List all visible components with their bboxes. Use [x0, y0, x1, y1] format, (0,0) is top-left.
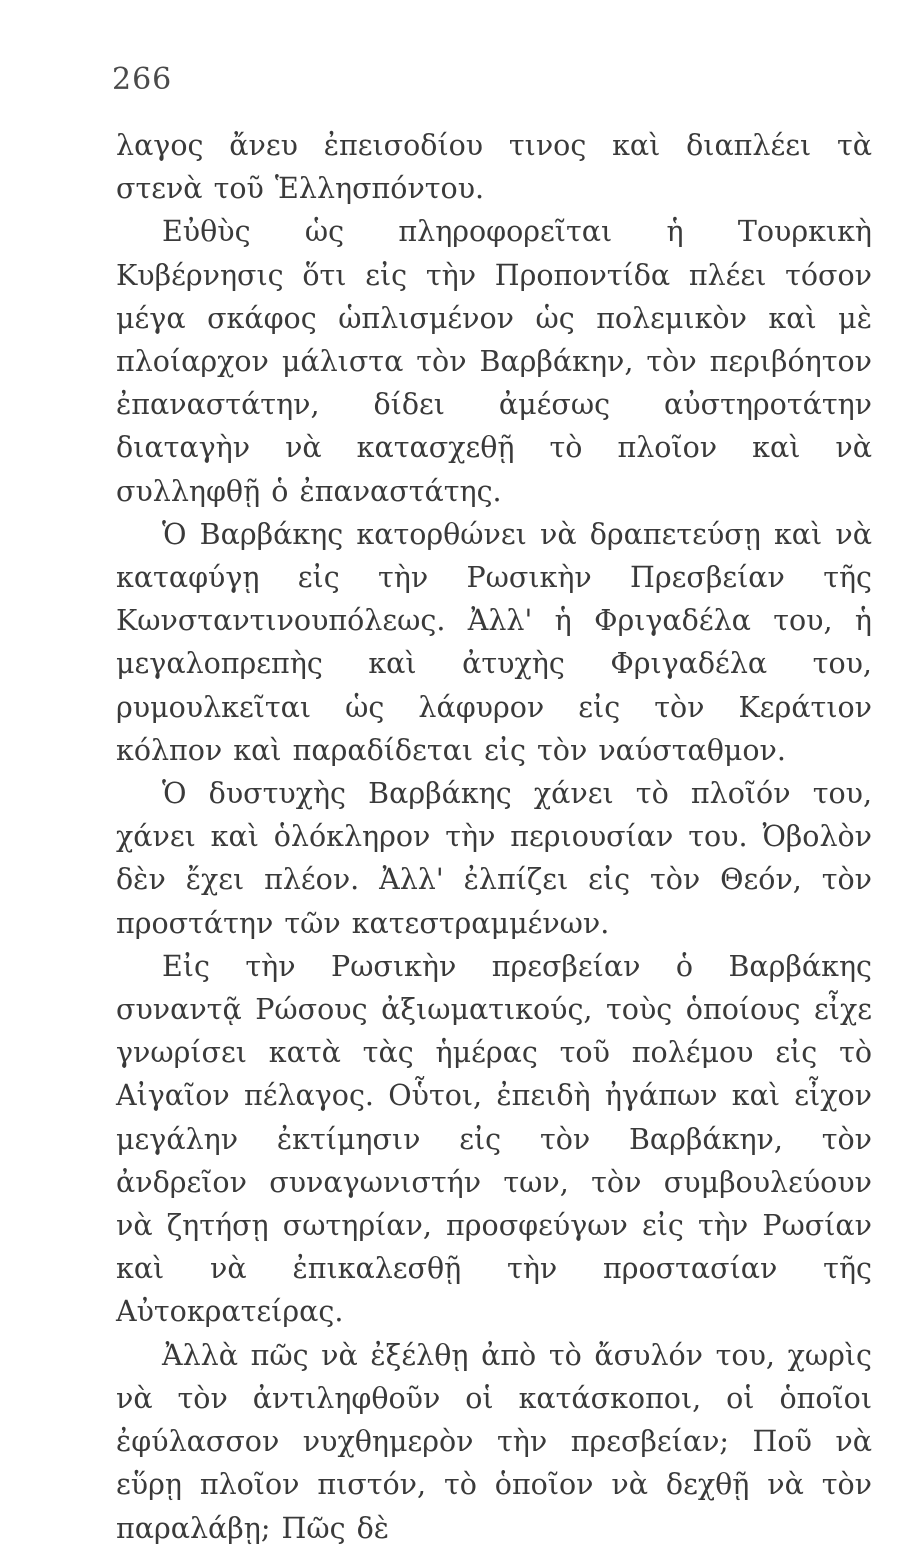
paragraph: Εὐθὺς ὡς πληροφορεῖται ἡ Τουρκικὴ Κυβέρνησις ὅτι εἰς τὴν Προποντίδα πλέει τόσον μέγα σκάφος ὡπλισμένον ὡς πολεμικὸν καὶ μὲ πλοίαρχον μάλιστα τὸν Βαρβάκην, τὸν περιβόητον ἐπαναστάτην, δίδει ἀμέσως αὐστηροτάτην διαταγὴν νὰ κατασχεθῇ τὸ πλοῖον καὶ νὰ συλληφθῇ ὁ ἐπαναστάτης. — [116, 215, 872, 508]
paragraph: Εἰς τὴν Ρωσικὴν πρεσβείαν ὁ Βαρβάκης συναντᾷ Ρώσους ἀξιωματικούς, τοὺς ὁποίους εἶχε γνωρίσει κατὰ τὰς ἡμέρας τοῦ πολέμου εἰς τὸ Αἰγαῖον πέλαγος. Οὗτοι, ἐπειδὴ ἠγάπων καὶ εἶχον μεγάλην ἐκτίμησιν εἰς τὸν Βαρβάκην, τὸν ἀνδρεῖον συναγωνιστήν των, τὸν συμβουλεύουν νὰ ζητήσῃ σωτηρίαν, προσφεύγων εἰς τὴν Ρωσίαν καὶ νὰ ἐπικαλεσθῇ τὴν προστασίαν τῆς Αὐτοκρατείρας. — [116, 949, 872, 1329]
paragraph: Ὁ δυστυχὴς Βαρβάκης χάνει τὸ πλοῖόν του, χάνει καὶ ὁλόκληρον τὴν περιουσίαν του. Ὀβολὸν δὲν ἔχει πλέον. Ἀλλ' ἐλπίζει εἰς τὸν Θεόν, τὸν προστάτην τῶν κατεστραμμένων. — [116, 777, 872, 940]
paragraph: Ὁ Βαρβάκης κατορθώνει νὰ δραπετεύσῃ καὶ νὰ καταφύγῃ εἰς τὴν Ρωσικὴν Πρεσβείαν τῆς Κωνσταντινουπόλεως. Ἀλλ' ἡ Φριγαδέλα του, ἡ μεγαλοπρεπὴς καὶ ἀτυχὴς Φριγαδέλα του, ρυμουλκεῖται ὡς λάφυρον εἰς τὸν Κεράτιον κόλπον καὶ παραδίδεται εἰς τὸν ναύσταθμον. — [116, 517, 872, 767]
body-text — [116, 124, 872, 1550]
paragraph-continuation: λαγος ἄνευ ἐπεισοδίου τινος καὶ διαπλέει τὰ στενὰ τοῦ Ἑλλησπόντου. — [116, 129, 872, 206]
paragraph: Ἀλλὰ πῶς νὰ ἐξέλθῃ ἀπὸ τὸ ἄσυλόν του, χωρὶς νὰ τὸν ἀντιληφθοῦν οἱ κατάσκοποι, οἱ ὁποῖοι ἐφύλασσον νυχθημερὸν τὴν πρεσβείαν; Ποῦ νὰ εὕρῃ πλοῖον πιστόν, τὸ ὁποῖον νὰ δεχθῇ νὰ τὸν παραλάβῃ; Πῶς δὲ — [116, 1338, 872, 1545]
page-number: 266 — [112, 62, 173, 97]
